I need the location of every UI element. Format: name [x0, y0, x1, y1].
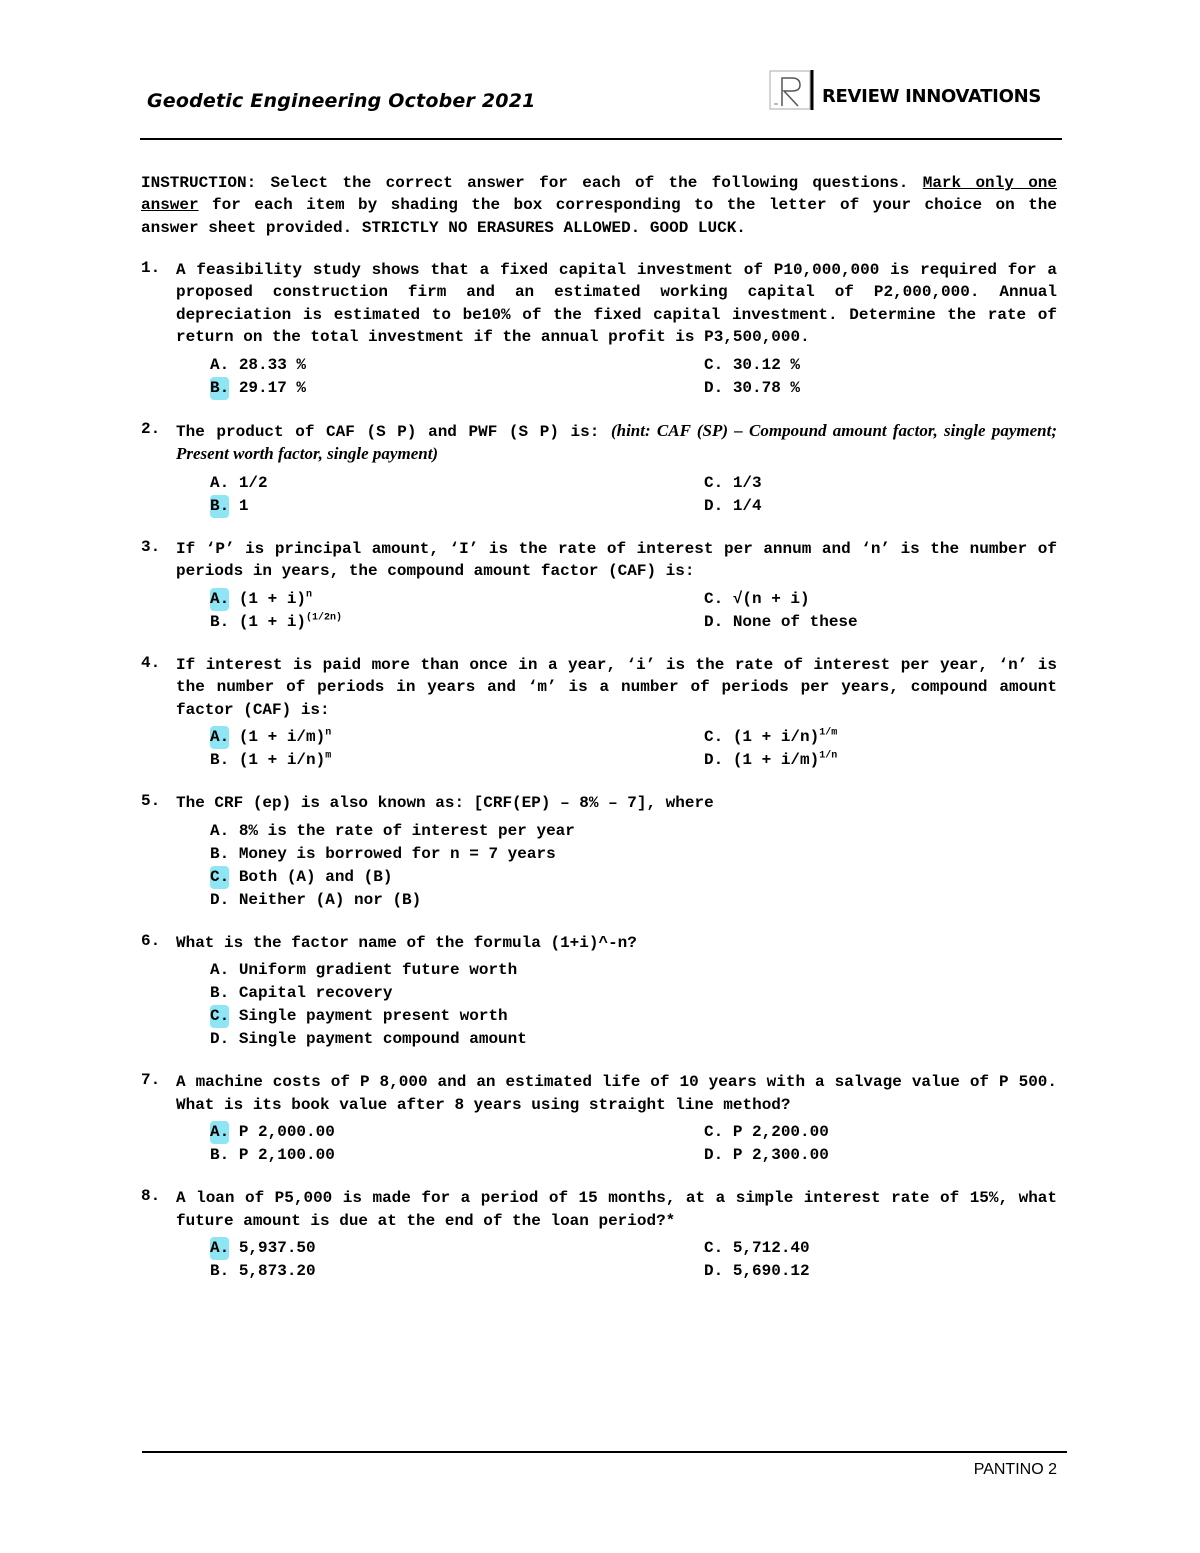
question-1 [141, 259, 1057, 400]
option-d[interactable] [210, 1028, 1057, 1051]
option-d[interactable] [704, 377, 1057, 400]
option-d[interactable] [704, 495, 1057, 518]
question-text-block [176, 420, 1057, 467]
exam-content [141, 172, 1057, 1283]
option-text: Neither (A) nor (B) [238, 890, 422, 909]
option-c[interactable] [704, 726, 1057, 749]
option-text: Single payment present worth [238, 1007, 508, 1026]
option-letter: B. [210, 984, 230, 1003]
option-text: Single payment compound amount [238, 1030, 527, 1049]
option-text: 8% is the rate of interest per year [238, 821, 575, 840]
option-text: None of these [732, 612, 858, 631]
document-title: Geodetic Engineering October 2021 [147, 90, 536, 112]
option-b[interactable] [210, 495, 704, 518]
question-6 [141, 932, 1057, 1052]
option-a[interactable] [210, 959, 1057, 982]
question-text: What is the factor name of the formula (1+i)^-n? [176, 933, 637, 952]
ri-logo-icon [768, 70, 816, 110]
answer-options [210, 1121, 1057, 1167]
option-b[interactable] [210, 982, 1057, 1005]
question-hint: (hint: CAF (SP) – Compound amount factor, single payment; Present worth factor, single payment) [176, 420, 1057, 464]
option-a[interactable] [210, 820, 1057, 843]
question-number: 8. [141, 1187, 161, 1206]
option-exponent: n [325, 728, 332, 740]
option-b[interactable] [210, 843, 1057, 866]
correct-answer-highlight: B. [210, 495, 229, 518]
option-text: P 2,100.00 [238, 1146, 335, 1165]
option-letter: A. [210, 961, 230, 980]
option-text: (1 + i/m) [238, 728, 326, 747]
option-text: 5,690.12 [732, 1262, 810, 1281]
option-d[interactable] [210, 889, 1057, 912]
option-d[interactable] [704, 1144, 1057, 1167]
option-c[interactable] [704, 1121, 1057, 1144]
instruction-paragraph [141, 172, 1057, 239]
option-text: (1 + i) [238, 589, 307, 608]
option-a[interactable] [210, 588, 704, 611]
option-letter: C. [704, 1239, 724, 1258]
option-d[interactable] [704, 611, 1057, 634]
option-letter: C. [704, 589, 724, 608]
option-letter: C. [704, 1123, 724, 1142]
answer-options [210, 820, 1057, 912]
option-letter: C. [704, 473, 724, 492]
correct-answer-highlight: C. [210, 1005, 229, 1028]
question-number: 4. [141, 653, 161, 672]
question-8 [141, 1187, 1057, 1283]
option-text: (1 + i/n) [238, 751, 326, 770]
question-number: 2. [141, 419, 161, 438]
option-text: P 2,200.00 [732, 1123, 829, 1142]
question-number: 6. [141, 931, 161, 950]
option-letter: D. [704, 1146, 724, 1165]
option-exponent: n [306, 589, 313, 601]
option-text: P 2,300.00 [732, 1146, 829, 1165]
question-number: 3. [141, 537, 161, 556]
option-b[interactable] [210, 377, 704, 400]
correct-answer-highlight: A. [210, 588, 229, 611]
option-c[interactable] [704, 354, 1057, 377]
option-letter: D. [704, 496, 724, 515]
option-a[interactable] [210, 354, 704, 377]
option-text: 1/4 [732, 496, 762, 515]
question-number: 5. [141, 792, 161, 811]
question-text: The product of CAF (S P) and PWF (S P) is: [176, 422, 611, 441]
option-text: P 2,000.00 [238, 1123, 335, 1142]
option-letter: D. [210, 1030, 230, 1049]
answer-options [210, 1237, 1057, 1283]
option-exponent: 1/m [819, 728, 838, 740]
question-number: 7. [141, 1071, 161, 1090]
option-text: 1/3 [732, 473, 762, 492]
option-letter: D. [704, 378, 724, 397]
correct-answer-highlight: A. [210, 1237, 229, 1260]
option-d[interactable] [704, 1260, 1057, 1283]
question-number: 1. [141, 258, 161, 277]
page-footer-label: PANTINO 2 [973, 1461, 1057, 1478]
option-a[interactable] [210, 1121, 704, 1144]
correct-answer-highlight: A. [210, 726, 229, 749]
option-letter: C. [704, 728, 724, 747]
option-text: Both (A) and (B) [238, 867, 393, 886]
option-text: √(n + i) [732, 589, 810, 608]
option-a[interactable] [210, 726, 704, 749]
question-2 [141, 420, 1057, 518]
option-d[interactable] [704, 749, 1057, 772]
option-letter: A. [210, 821, 230, 840]
question-text: A feasibility study shows that a fixed capital investment of P10,000,000 is required for a proposed construction firm and an estimated working capital of P2,000,000. Annual depreciation is estimated to be10% of the fixed capital investment. Determine the rate of return on the total investment if the annual profit is P3,500,000. [176, 260, 1057, 347]
option-exponent: (1/2n) [306, 612, 343, 624]
option-text: (1 + i/n) [732, 728, 820, 747]
option-exponent: 1/n [819, 751, 838, 763]
answer-options [210, 959, 1057, 1051]
option-letter: B. [210, 844, 230, 863]
option-letter: B. [210, 1146, 230, 1165]
question-3 [141, 538, 1057, 634]
option-b[interactable] [210, 1260, 704, 1283]
option-letter: C. [704, 355, 724, 374]
option-text: 1 [238, 496, 249, 515]
option-letter: A. [210, 473, 230, 492]
instruction-text-continued: for each item by shading the box corresponding to the letter of your choice on the answer sheet provided. STRICTLY NO ERASURES ALLOWED. GOOD LUCK. [141, 196, 1057, 237]
option-text: 5,873.20 [238, 1262, 316, 1281]
brand-name: REVIEW INNOVATIONS [822, 86, 1041, 107]
option-letter: A. [210, 355, 230, 374]
option-b[interactable] [210, 611, 704, 634]
header-divider [140, 138, 1062, 140]
question-text: A machine costs of P 8,000 and an estimated life of 10 years with a salvage value of P 500. What is its book value after 8 years using straight line method? [176, 1073, 1057, 1114]
option-text: 28.33 % [238, 355, 307, 374]
footer-divider [142, 1451, 1067, 1453]
option-text: 29.17 % [238, 378, 307, 397]
correct-answer-highlight: C. [210, 866, 229, 889]
option-text: 5,712.40 [732, 1239, 810, 1258]
option-text: Uniform gradient future worth [238, 961, 518, 980]
option-exponent: m [325, 751, 332, 763]
option-b[interactable] [210, 1144, 704, 1167]
option-text: 30.78 % [732, 378, 801, 397]
instruction-emphasis: Mark only one answer [141, 174, 1057, 215]
option-a[interactable] [210, 1237, 704, 1260]
answer-options [210, 472, 1057, 518]
answer-options [210, 726, 1057, 772]
option-c[interactable] [704, 472, 1057, 495]
answer-options [210, 354, 1057, 400]
option-text: (1 + i/m) [732, 751, 820, 770]
option-text: 5,937.50 [238, 1239, 316, 1258]
correct-answer-highlight: B. [210, 377, 229, 400]
question-text: A loan of P5,000 is made for a period of 15 months, at a simple interest rate of 15%, what future amount is due at the end of the loan period?* [176, 1189, 1057, 1230]
option-letter: B. [210, 612, 230, 631]
correct-answer-highlight: A. [210, 1121, 229, 1144]
question-4 [141, 654, 1057, 773]
option-letter: D. [704, 1262, 724, 1281]
option-text: 30.12 % [732, 355, 801, 374]
option-a[interactable] [210, 472, 704, 495]
option-letter: D. [210, 890, 230, 909]
question-text: If interest is paid more than once in a year, ‘i’ is the rate of interest per year, ‘n’ is the number of periods in years and ‘m’ is a number of periods per years, compound amount factor (CAF) is: [176, 655, 1057, 719]
question-text: The CRF (ep) is also known as: [CRF(EP) – 8% – 7], where [176, 794, 714, 813]
option-text: 1/2 [238, 473, 268, 492]
option-letter: B. [210, 1262, 230, 1281]
option-text: Capital recovery [238, 984, 393, 1003]
option-b[interactable] [210, 749, 704, 772]
question-7 [141, 1071, 1057, 1167]
instruction-text: INSTRUCTION: Select the correct answer for each of the following questions. [141, 174, 923, 192]
option-c[interactable] [704, 1237, 1057, 1260]
option-letter: D. [704, 751, 724, 770]
option-c[interactable] [210, 1005, 1057, 1028]
answer-options [210, 588, 1057, 634]
option-text: Money is borrowed for n = 7 years [238, 844, 556, 863]
option-c[interactable] [704, 588, 1057, 611]
question-text: If ‘P’ is principal amount, ‘I’ is the rate of interest per annum and ‘n’ is the number of periods in years, the compound amount factor (CAF) is: [176, 539, 1057, 581]
question-5 [141, 792, 1057, 912]
option-letter: D. [704, 612, 724, 631]
option-letter: B. [210, 751, 230, 770]
review-innovations-logo [768, 70, 1041, 110]
option-c[interactable] [210, 866, 1057, 889]
option-text: (1 + i) [238, 612, 307, 631]
